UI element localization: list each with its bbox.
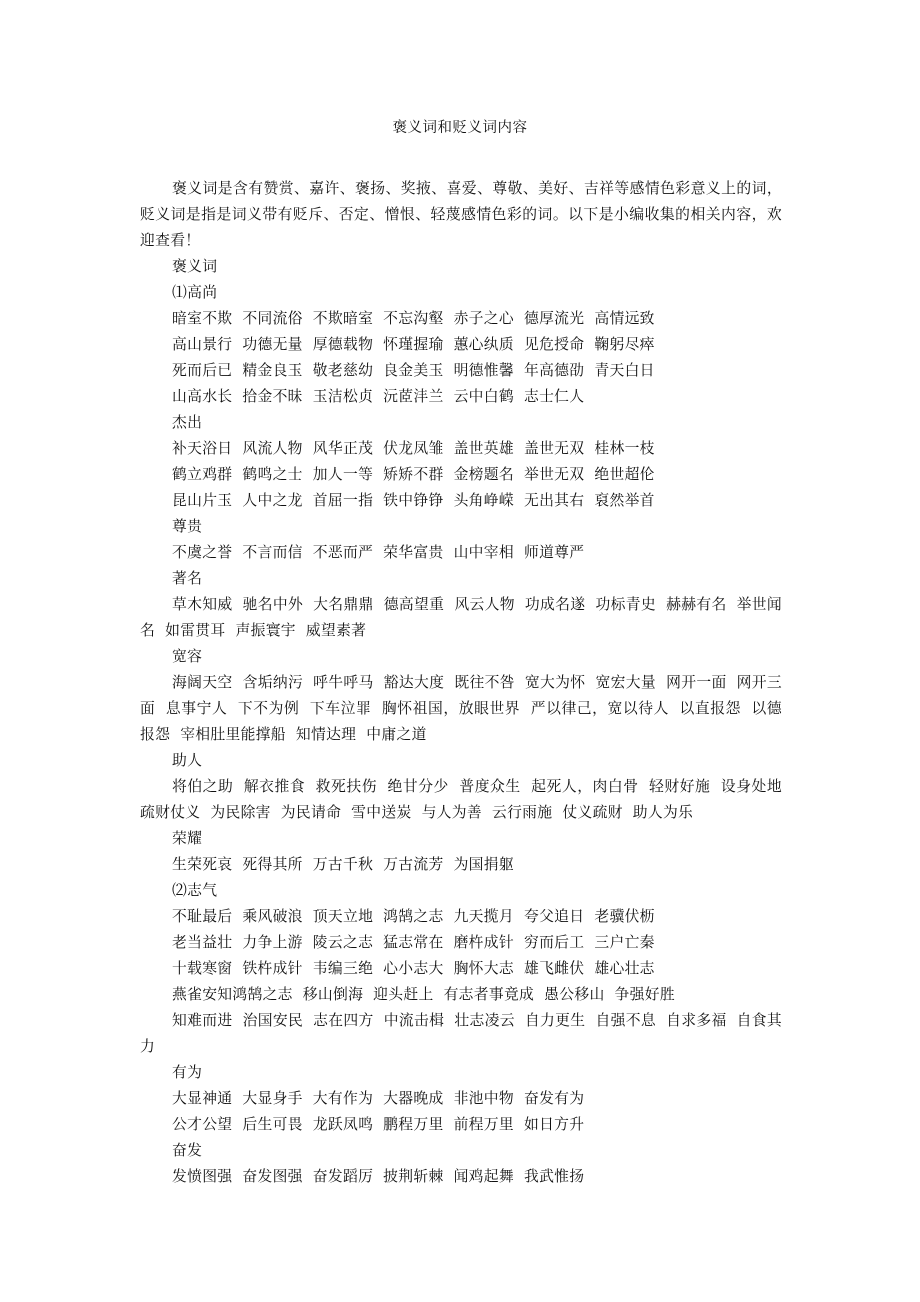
section-heading: 尊贵 bbox=[172, 518, 203, 535]
section-heading: 褒义词 bbox=[172, 258, 218, 275]
paragraph: 死而后已 精金良玉 敬老慈幼 良金美玉 明德惟馨 年高德劭 青天白日 bbox=[172, 362, 655, 379]
section-heading: 杰出 bbox=[172, 414, 203, 431]
paragraph: 老当益壮 力争上游 陵云之志 猛志常在 磨杵成针 穷而后工 三户亡秦 bbox=[172, 934, 655, 951]
section-heading: 荣耀 bbox=[172, 830, 203, 847]
paragraph: 燕雀安知鸿鹄之志 移山倒海 迎头赶上 有志者事竟成 愚公移山 争强好胜 bbox=[172, 986, 675, 1003]
paragraph: 不耻最后 乘风破浪 顶天立地 鸿鹄之志 九天揽月 夸父追日 老骥伏枥 bbox=[172, 908, 655, 925]
paragraph: 大显神通 大显身手 大有作为 大器晚成 非池中物 奋发有为 bbox=[172, 1090, 585, 1107]
section-heading: 宽容 bbox=[172, 648, 203, 665]
paragraph: 草木知威 驰名中外 大名鼎鼎 德高望重 风云人物 功成名遂 功标青史 赫赫有名 举世闻名 如雷贯耳 声振寰宇 威望素著 bbox=[140, 596, 782, 639]
paragraph: 昆山片玉 人中之龙 首屈一指 铁中铮铮 头角峥嵘 无出其右 裒然举首 bbox=[172, 492, 655, 509]
document-title: 褒义词和贬义词内容 bbox=[392, 120, 528, 136]
paragraph: 将伯之助 解衣推食 救死扶伤 绝甘分少 普度众生 起死人，肉白骨 轻财好施 设身处地 疏财仗义 为民除害 为民请命 雪中送炭 与人为善 云行雨施 仗义疏财 助人为乐 bbox=[140, 778, 793, 821]
paragraph: 公才公望 后生可畏 龙跃凤鸣 鹏程万里 前程万里 如日方升 bbox=[172, 1116, 585, 1133]
section-heading: 助人 bbox=[172, 752, 203, 769]
paragraph: 不虞之誉 不言而信 不恶而严 荣华富贵 山中宰相 师道尊严 bbox=[172, 544, 585, 561]
paragraph: 发愤图强 奋发图强 奋发蹈厉 披荆斩棘 闻鸡起舞 我武惟扬 bbox=[172, 1168, 585, 1185]
paragraph: 山高水长 拾金不昧 玉洁松贞 沅茝沣兰 云中白鹤 志士仁人 bbox=[172, 388, 585, 405]
paragraph: 生荣死哀 死得其所 万古千秋 万古流芳 为国捐躯 bbox=[172, 856, 514, 873]
paragraph: 鹤立鸡群 鹤鸣之士 加人一等 矫矫不群 金榜题名 举世无双 绝世超伦 bbox=[172, 466, 655, 483]
paragraph: 十载寒窗 铁杵成针 韦编三绝 心小志大 胸怀大志 雄飞雌伏 雄心壮志 bbox=[172, 960, 655, 977]
section-heading: 著名 bbox=[172, 570, 203, 587]
paragraph: 高山景行 功德无量 厚德载物 怀瑾握瑜 蕙心纨质 见危授命 鞠躬尽瘁 bbox=[172, 336, 655, 353]
paragraph: 海阔天空 含垢纳污 呼牛呼马 豁达大度 既往不咎 宽大为怀 宽宏大量 网开一面 网开三面 息事宁人 下不为例 下车泣罪 胸怀祖国，放眼世界 严以律己，宽以待人 以直报怨 以德报怨 宰相肚里能撑船 知情达理 中庸之道 bbox=[140, 674, 782, 743]
document-body bbox=[140, 176, 793, 1190]
section-heading: 有为 bbox=[172, 1064, 203, 1081]
paragraph: 褒义词是含有赞赏、嘉许、褒扬、奖掖、喜爱、尊敬、美好、吉祥等感情色彩意义上的词，贬义词是指是词义带有贬斥、否定、憎恨、轻蔑感情色彩的词。以下是小编收集的相关内容，欢迎查看！ bbox=[140, 180, 782, 249]
section-heading: ⑴高尚 bbox=[172, 284, 218, 301]
section-heading: 奋发 bbox=[172, 1142, 203, 1159]
paragraph: 补天浴日 风流人物 风华正茂 伏龙凤雏 盖世英雄 盖世无双 桂林一枝 bbox=[172, 440, 655, 457]
paragraph: 知难而进 治国安民 志在四方 中流击楫 壮志凌云 自力更生 自强不息 自求多福 自食其力 bbox=[140, 1012, 782, 1055]
section-heading: ⑵志气 bbox=[172, 882, 218, 899]
paragraph: 暗室不欺 不同流俗 不欺暗室 不忘沟壑 赤子之心 德厚流光 高情远致 bbox=[172, 310, 655, 327]
